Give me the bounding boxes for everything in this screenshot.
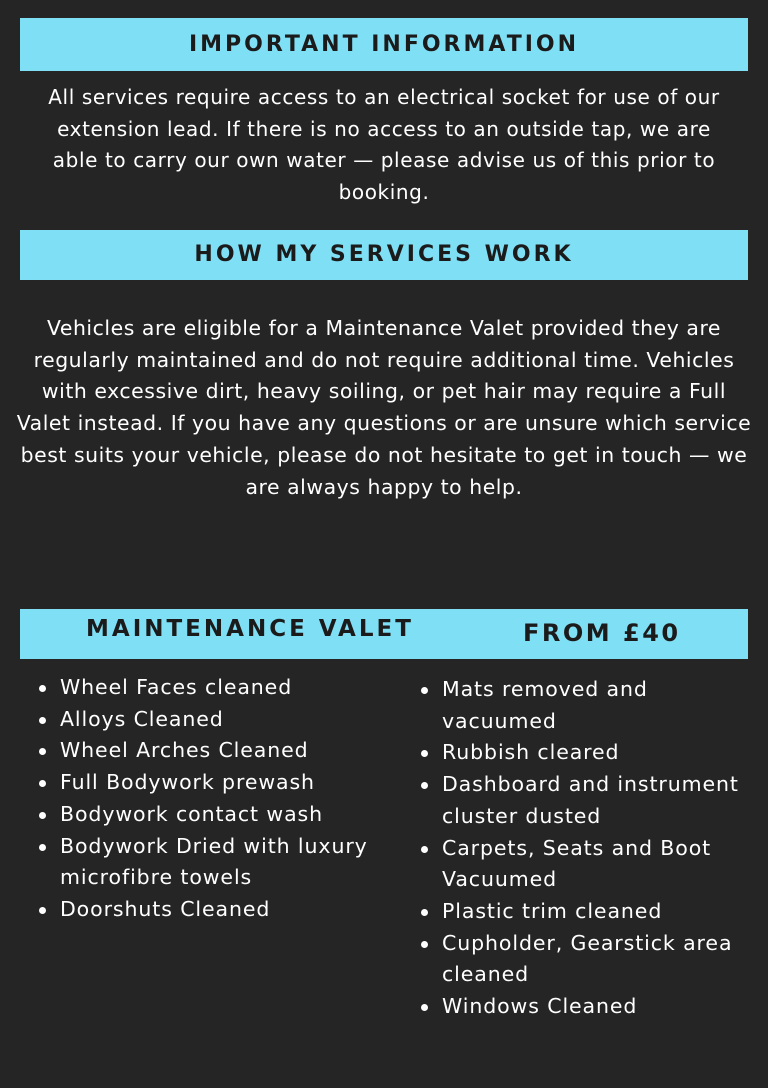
- feature-item: Bodywork contact wash: [38, 799, 408, 831]
- feature-item: Bodywork Dried with luxury microfibre towels: [38, 831, 408, 894]
- feature-item: Doorshuts Cleaned: [38, 894, 408, 926]
- features-list-right: [420, 674, 756, 1023]
- feature-item: Wheel Arches Cleaned: [38, 735, 408, 767]
- maintenance-valet-banner: [20, 609, 748, 659]
- feature-item: Carpets, Seats and Boot Vacuumed: [420, 833, 756, 896]
- maintenance-valet-price: FROM £40: [523, 619, 681, 647]
- how-services-work-heading: HOW MY SERVICES WORK: [194, 242, 574, 267]
- maintenance-valet-title: MAINTENANCE VALET: [86, 616, 414, 642]
- features-list-left: [38, 672, 408, 926]
- feature-item: Dashboard and instrument cluster dusted: [420, 769, 756, 832]
- feature-item: Wheel Faces cleaned: [38, 672, 408, 704]
- important-information-heading: IMPORTANT INFORMATION: [188, 32, 580, 57]
- feature-item: Rubbish cleared: [420, 737, 756, 769]
- feature-item: Full Bodywork prewash: [38, 767, 408, 799]
- feature-item: Plastic trim cleaned: [420, 896, 756, 928]
- important-information-text: All services require access to an electrical socket for use of our extension lead. If there is no access to an outside tap, we are able to carry our own water — please advise us of this prior to booking.: [48, 85, 720, 204]
- feature-item: Alloys Cleaned: [38, 704, 408, 736]
- feature-item: Mats removed and vacuumed: [420, 674, 756, 737]
- feature-item: Cupholder, Gearstick area cleaned: [420, 928, 756, 991]
- how-services-work-banner: [20, 230, 748, 280]
- feature-item: Windows Cleaned: [420, 991, 756, 1023]
- how-services-work-text: Vehicles are eligible for a Maintenance Valet provided they are regularly maintained and do not require additional time. Vehicles with excessive dirt, heavy soiling, or pet hair may require a Full Valet instead. If you have any questions or are unsure which service best suits your vehicle, please do not hesitate to get in touch — we are always happy to help.: [16, 316, 752, 499]
- important-information-banner: [20, 18, 748, 71]
